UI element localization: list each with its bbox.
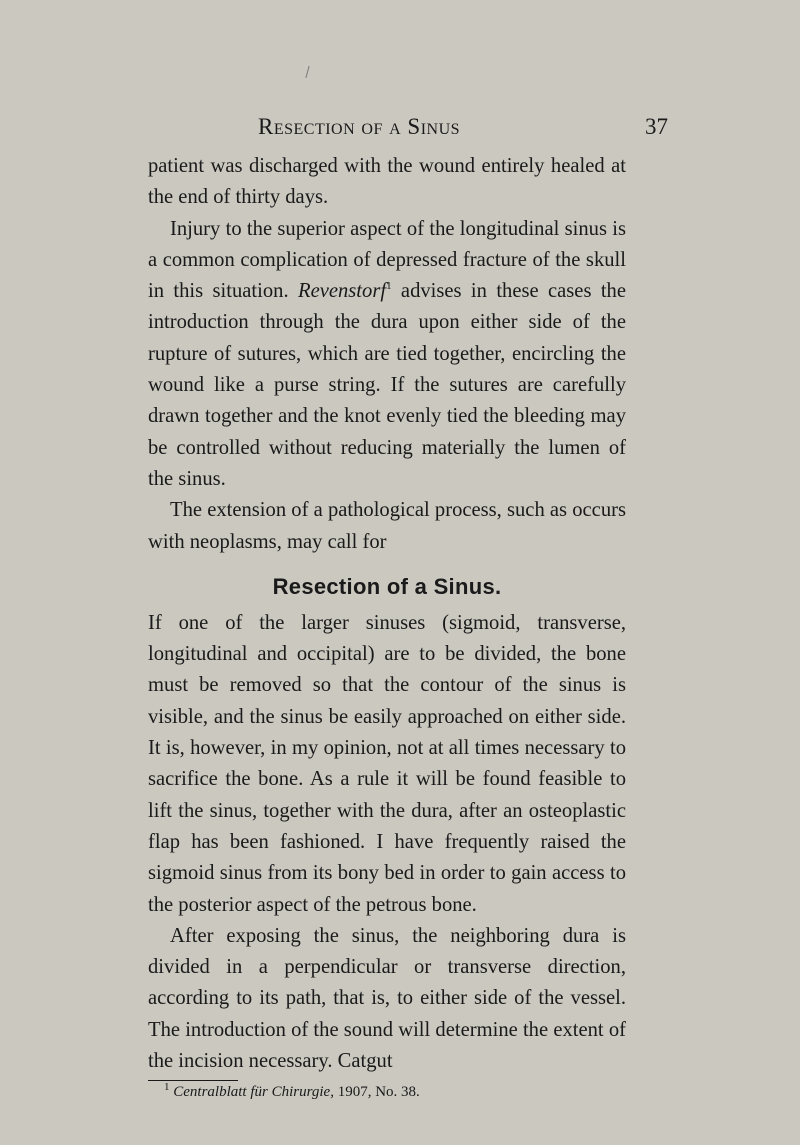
section-heading: Resection of a Sinus.	[272, 573, 502, 599]
paragraph-exposing: After exposing the sinus, the neighboring dura is divided in a perpendicular or transverse direction, according to its path, that is, to either side of the vessel. The introduction of the sound will determine the extent of the incision necessary. Catgut	[148, 924, 626, 1073]
paragraph-injury-end: advises in these cases the introduction through the dura upon either side of the rupture of sutures, which are tied together, encircling the wound like a purse string. If the sutures are carefully drawn together and the knot evenly tied the bleeding may be controlled without reducing materially the lumen of the sinus.	[148, 280, 626, 490]
paragraph-extension: The extension of a pathological process, such as occurs with neoplasms, may call for	[148, 499, 626, 553]
footnote-reference-mark: 1	[386, 280, 392, 293]
reference-author: Revenstorf	[297, 280, 387, 303]
paragraph-continuation: patient was discharged with the wound entirely healed at the end of thirty days.	[148, 155, 626, 209]
footnote-details: 1907, No. 38.	[333, 1084, 420, 1100]
footnote-journal: Centralblatt für Chirurgie,	[173, 1084, 334, 1100]
paragraph-injury	[148, 214, 626, 496]
footnote-mark: 1	[164, 1081, 170, 1093]
paragraph-larger-sinuses: If one of the larger sinuses (sigmoid, transverse, longitudinal and occipital) are to be divided, the bone must be removed so that the contour of the sinus is visible, and the sinus be easily approached on either side. It is, however, in my opinion, not at all times necessary to sacrifice the bone. As a rule it will be found feasible to lift the sinus, together with the dura, after an osteoplastic flap has been fashioned. I have frequently raised the sigmoid sinus from its bony bed in order to gain access to the posterior aspect of the petrous bone.	[148, 611, 626, 916]
paragraph-injury-start: Injury to the superior aspect of the longitudinal sinus is a common complication of depressed fracture of the skull in this situation.	[148, 217, 626, 303]
running-head	[148, 114, 668, 144]
page-number: 37	[645, 114, 668, 139]
body-text	[148, 151, 626, 1077]
ink-mark	[305, 66, 313, 78]
footnote-rule	[148, 1080, 238, 1081]
running-title: Resection of a Sinus	[258, 114, 461, 139]
footnote	[164, 1082, 624, 1102]
